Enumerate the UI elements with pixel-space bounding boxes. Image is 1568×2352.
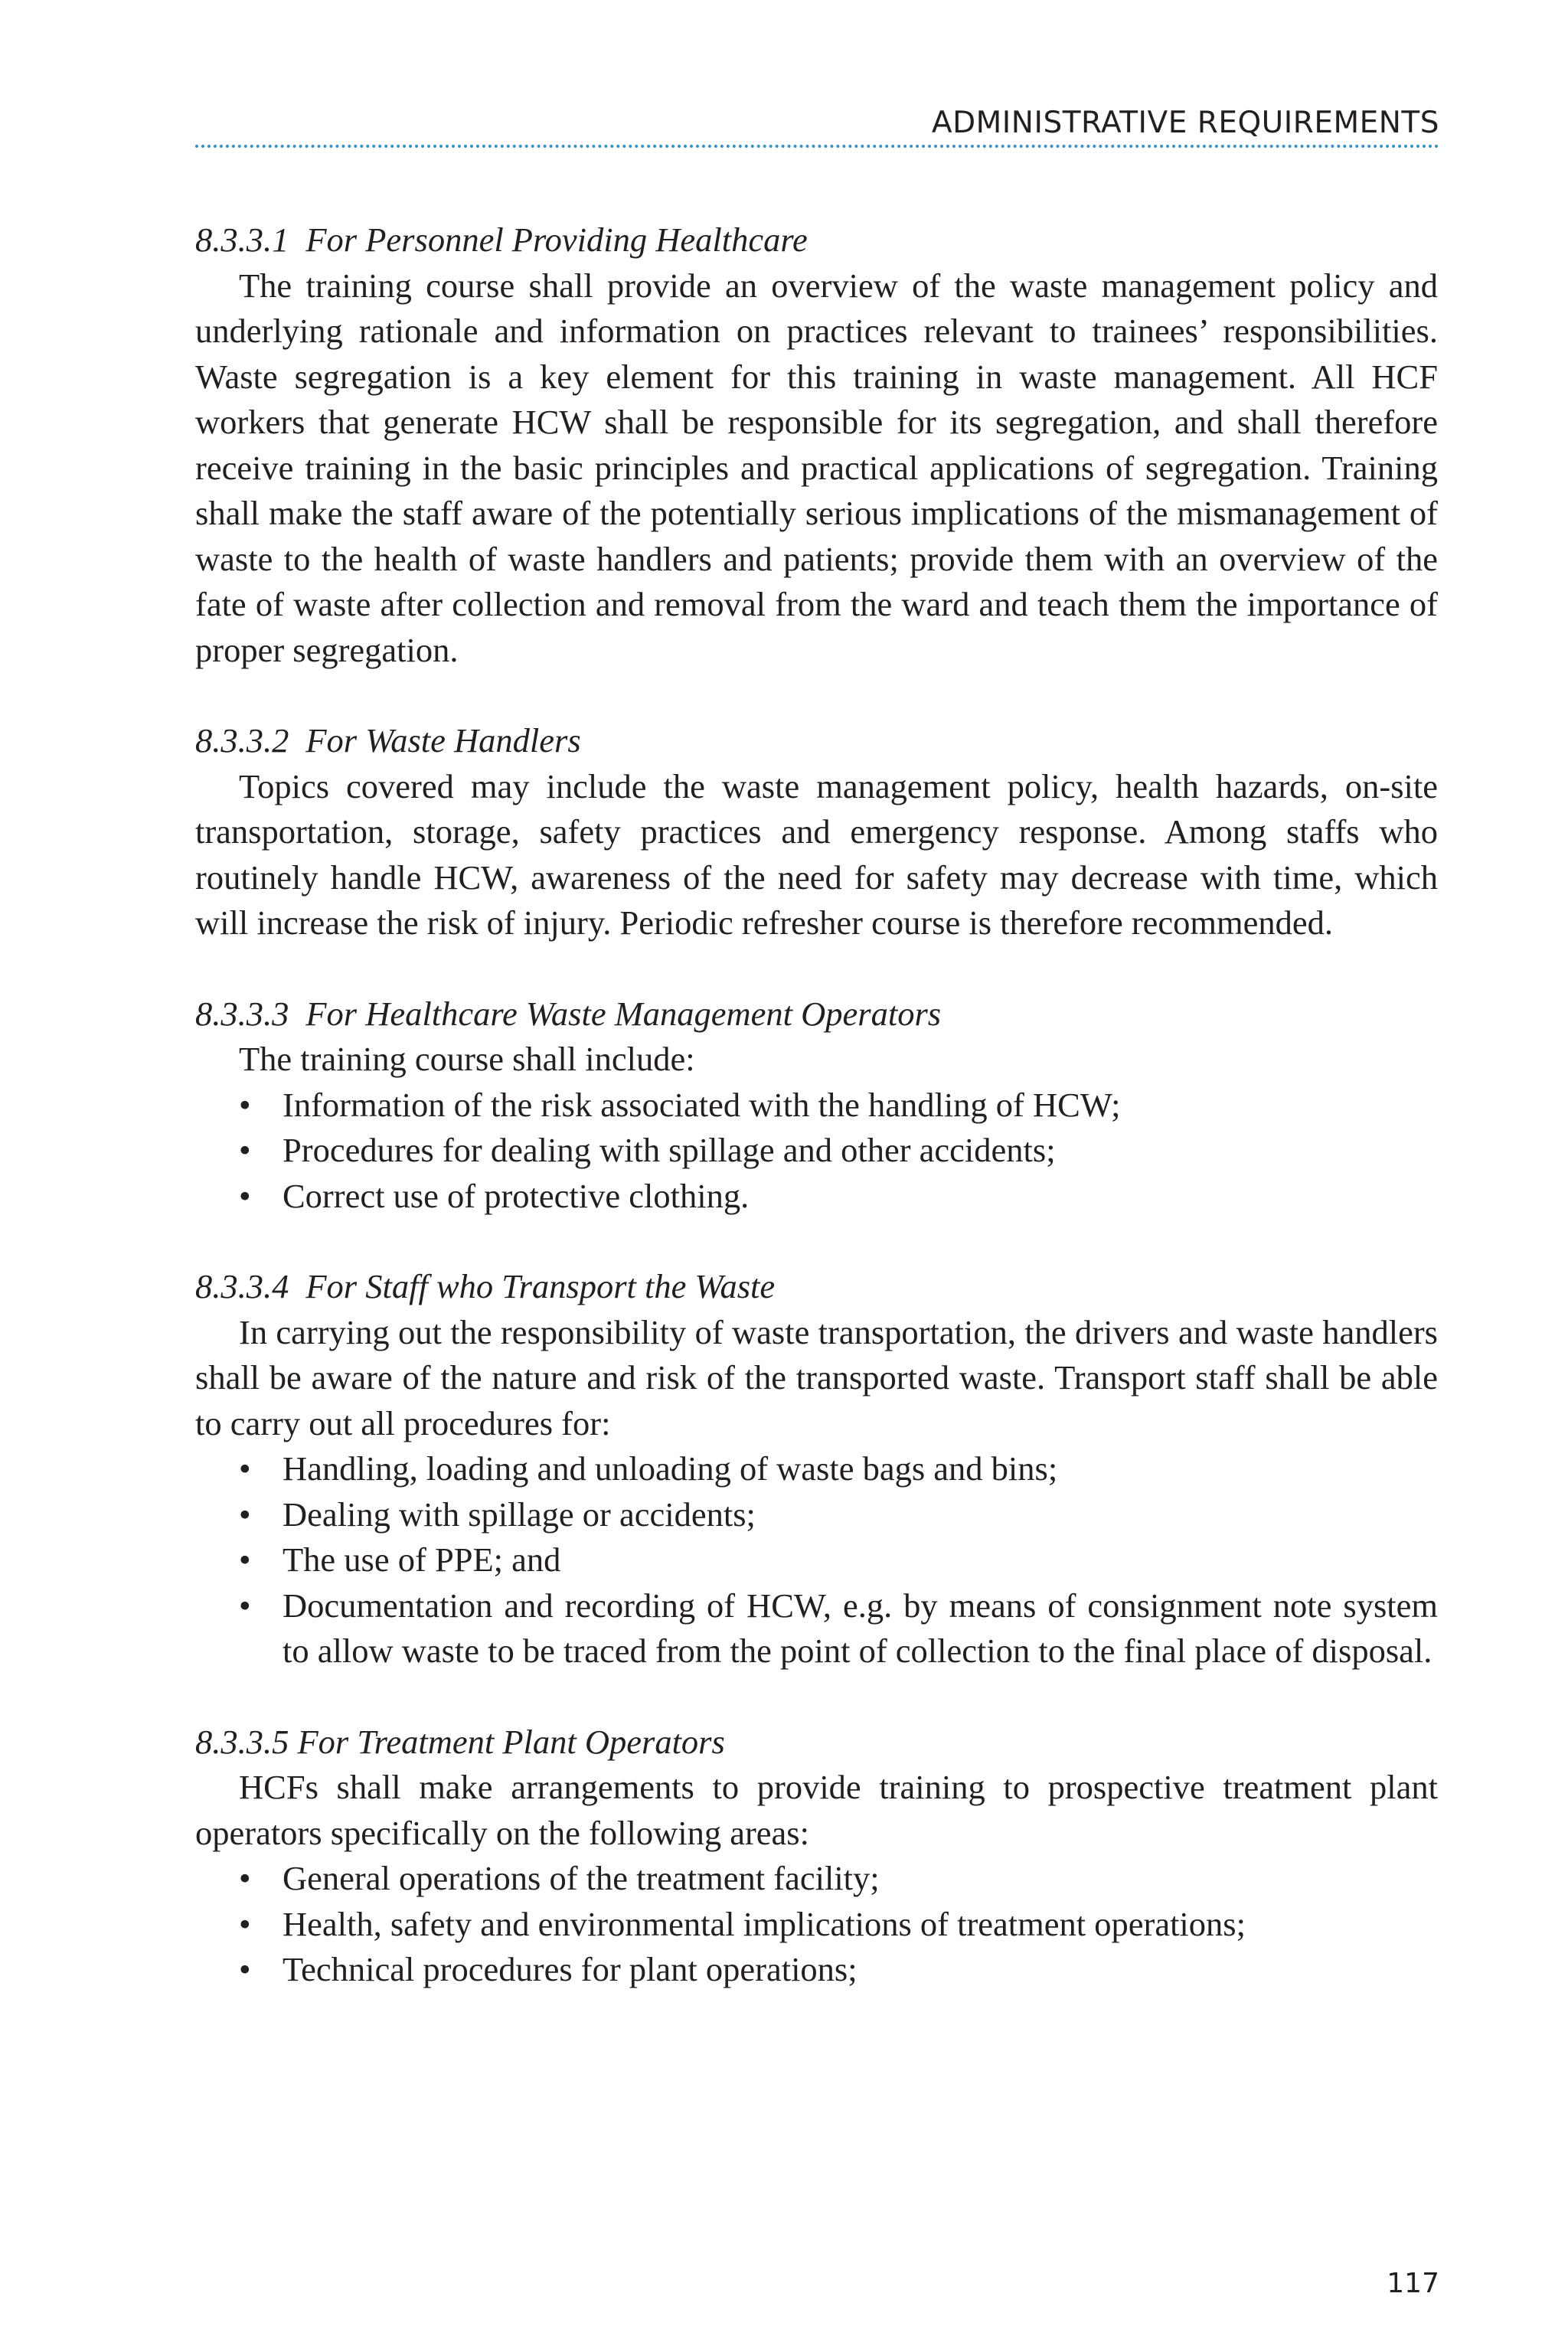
bullet-icon: •	[239, 1586, 251, 1625]
bullet-list	[195, 1083, 1438, 1220]
section-title: For Treatment Plant Operators	[297, 1722, 725, 1761]
bullet-icon: •	[239, 1176, 251, 1215]
header-title: ADMINISTRATIVE REQUIREMENTS	[931, 106, 1439, 140]
list-item	[195, 1083, 1438, 1129]
list-item-text: General operations of the treatment facility;	[283, 1859, 880, 1897]
list-item	[195, 1128, 1438, 1174]
bullet-icon: •	[239, 1449, 251, 1488]
list-item	[195, 1856, 1438, 1902]
bullet-icon: •	[239, 1904, 251, 1943]
list-item-text: Dealing with spillage or accidents;	[283, 1494, 756, 1534]
section-8-3-3-5	[195, 1720, 1438, 1993]
section-number: 8.3.3.4	[195, 1267, 289, 1305]
bullet-list	[195, 1856, 1438, 1993]
section-title: For Personnel Providing Healthcare	[305, 220, 808, 259]
list-item	[195, 1492, 1438, 1538]
section-heading	[195, 718, 1438, 764]
bullet-icon: •	[239, 1540, 251, 1579]
list-item-text: Procedures for dealing with spillage and other accidents;	[283, 1131, 1056, 1169]
bullet-icon: •	[239, 1950, 251, 1988]
list-item-text: Information of the risk associated with the handling of HCW;	[283, 1085, 1121, 1124]
section-paragraph: Topics covered may include the waste management policy, health hazards, on-site transportation, storage, safety practices and emergency response. Among staffs who routinely handle HCW, awareness of the need for safety may decrease with time, which will increase the risk of injury. Periodic refresher course is therefore recommended.	[195, 766, 1438, 942]
list-item-text: Health, safety and environmental implications of treatment operations;	[283, 1904, 1246, 1943]
running-header	[195, 94, 1439, 148]
section-number: 8.3.3.3	[195, 994, 289, 1033]
list-item	[195, 1446, 1438, 1492]
section-heading	[195, 991, 1438, 1037]
section-8-3-3-4	[195, 1264, 1438, 1674]
list-item	[195, 1583, 1438, 1674]
section-heading	[195, 217, 1438, 263]
list-item-text: Technical procedures for plant operations;	[283, 1950, 858, 1988]
bullet-icon: •	[239, 1859, 251, 1897]
section-8-3-3-2	[195, 718, 1438, 946]
bullet-icon: •	[239, 1131, 251, 1169]
list-item	[195, 1902, 1438, 1948]
section-number: 8.3.3.5	[195, 1722, 289, 1761]
section-8-3-3-3	[195, 991, 1438, 1220]
list-item	[195, 1947, 1438, 1993]
page-number: 117	[1387, 2268, 1439, 2299]
section-number: 8.3.3.1	[195, 220, 289, 259]
section-title: For Waste Handlers	[305, 721, 581, 760]
section-paragraph: The training course shall provide an overview of the waste management policy and underlying rationale and information on practices relevant to trainees’ responsibilities. Waste segregation is a key element for this training in waste management. All HCF workers that generate HCW shall be responsible for its segregation, and shall therefore receive training in the basic principles and practical applications of segregation. Training shall make the staff aware of the potentially serious implications of the mismanagement of waste to the health of waste handlers and patients; provide them with an overview of the fate of waste after collection and removal from the ward and teach them the importance of proper segregation.	[195, 266, 1438, 669]
list-item-text: Correct use of protective clothing.	[283, 1176, 750, 1215]
section-heading	[195, 1720, 1438, 1766]
section-heading	[195, 1264, 1438, 1310]
section-8-3-3-1	[195, 217, 1438, 673]
bullet-icon: •	[239, 1494, 251, 1534]
section-paragraph: HCFs shall make arrangements to provide training to prospective treatment plant operators specifically on the following areas:	[195, 1768, 1438, 1852]
bullet-list	[195, 1446, 1438, 1674]
list-item	[195, 1537, 1438, 1583]
section-number: 8.3.3.2	[195, 721, 289, 760]
list-item-text: Documentation and recording of HCW, e.g. by means of consignment note system to allow waste to be traced from the point of collection to the final place of disposal.	[283, 1586, 1438, 1670]
list-item	[195, 1174, 1438, 1220]
page-body	[195, 217, 1438, 2038]
section-title: For Staff who Transport the Waste	[305, 1267, 776, 1305]
list-item-text: Handling, loading and unloading of waste bags and bins;	[283, 1449, 1058, 1488]
section-intro: The training course shall include:	[239, 1040, 695, 1078]
section-paragraph: In carrying out the responsibility of waste transportation, the drivers and waste handlers shall be aware of the nature and risk of the transported waste. Transport staff shall be able to carry out all procedures for:	[195, 1312, 1438, 1442]
bullet-icon: •	[239, 1085, 251, 1124]
list-item-text: The use of PPE; and	[283, 1540, 561, 1579]
section-title: For Healthcare Waste Management Operators	[305, 994, 942, 1033]
